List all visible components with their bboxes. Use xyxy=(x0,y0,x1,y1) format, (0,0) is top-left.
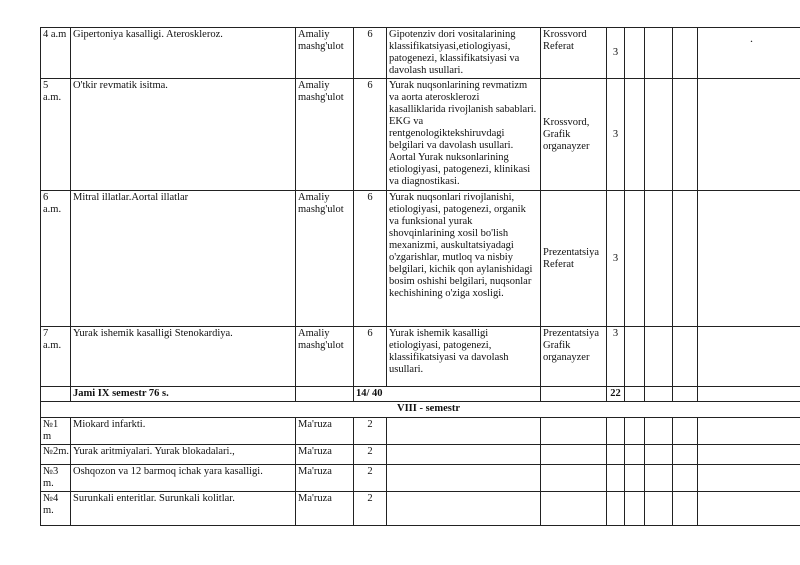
hours-cell: 2 xyxy=(354,465,387,492)
hours-cell: 2 xyxy=(354,445,387,465)
table-row xyxy=(41,492,800,526)
empty-cell xyxy=(645,327,673,387)
topic-cell: Surunkali enteritlar. Surunkali kolitlar. xyxy=(71,492,296,526)
lesson-type-cell: Amaliy mashg'ulot xyxy=(296,327,354,387)
empty-cell xyxy=(673,191,698,327)
topic-cell: O'tkir revmatik isitma. xyxy=(71,79,296,191)
empty-cell xyxy=(607,492,625,526)
empty-cell xyxy=(673,445,698,465)
row-number: №2m. xyxy=(41,445,71,465)
empty-cell xyxy=(625,445,645,465)
topic-cell: Yurak ishemik kasalligi Stenokardiya. xyxy=(71,327,296,387)
topic-cell: Gipertoniya kasalligi. Ateroskleroz. xyxy=(71,28,296,79)
schedule-page xyxy=(40,27,800,526)
lesson-type-cell: Amaliy mashg'ulot xyxy=(296,28,354,79)
empty-cell xyxy=(625,191,645,327)
empty-cell xyxy=(625,492,645,526)
total-label: Jami IX semestr 76 s. xyxy=(71,387,296,402)
empty-cell xyxy=(698,28,800,79)
score-cell: 3 xyxy=(607,79,625,191)
empty-cell xyxy=(625,387,645,402)
method-cell: Krossvord Referat xyxy=(541,28,607,79)
empty-cell xyxy=(625,418,645,445)
empty-cell xyxy=(645,445,673,465)
content-cell: Gipotenziv dori vositalarining klassifikatsiyasi,etiologiyasi, patogenezi, klassifikatsiyasi va davolash usullari. xyxy=(387,28,541,79)
content-cell: Yurak ishemik kasalligi etiologiyasi, patogenezi, klassifikatsiyasi va davolash usullari. xyxy=(387,327,541,387)
topic-cell: Mitral illatlar.Aortal illatlar xyxy=(71,191,296,327)
row-number: 5 a.m. xyxy=(41,79,71,191)
empty-cell xyxy=(698,79,800,191)
empty-cell xyxy=(607,445,625,465)
empty-cell xyxy=(645,418,673,445)
semester-header: VIII - semestr xyxy=(41,402,800,418)
table-row xyxy=(41,418,800,445)
score-cell: 3 xyxy=(607,28,625,79)
empty-cell xyxy=(41,387,71,402)
empty-cell xyxy=(541,445,607,465)
hours-cell: 2 xyxy=(354,492,387,526)
empty-cell xyxy=(607,418,625,445)
lesson-type-cell: Ma'ruza xyxy=(296,492,354,526)
score-cell: 3 xyxy=(607,327,625,387)
empty-cell xyxy=(645,492,673,526)
lesson-type-cell: Ma'ruza xyxy=(296,445,354,465)
table-row xyxy=(41,445,800,465)
empty-cell xyxy=(698,191,800,327)
empty-cell xyxy=(387,445,541,465)
empty-cell xyxy=(645,28,673,79)
lesson-type-cell: Ma'ruza xyxy=(296,418,354,445)
total-hours: 14/ 40 xyxy=(354,387,541,402)
empty-cell xyxy=(645,387,673,402)
hours-cell: 6 xyxy=(354,28,387,79)
empty-cell xyxy=(387,465,541,492)
empty-cell xyxy=(387,492,541,526)
table-row xyxy=(41,327,800,387)
hours-cell: 6 xyxy=(354,327,387,387)
total-row xyxy=(41,387,800,402)
method-cell: Prezentatsiya Referat xyxy=(541,191,607,327)
empty-cell xyxy=(645,79,673,191)
row-number: 7 a.m. xyxy=(41,327,71,387)
score-cell: 3 xyxy=(607,191,625,327)
row-number: 4 a.m xyxy=(41,28,71,79)
table-row xyxy=(41,191,800,327)
empty-cell xyxy=(625,79,645,191)
lesson-type-cell: Ma'ruza xyxy=(296,465,354,492)
empty-cell xyxy=(541,492,607,526)
hours-cell: 2 xyxy=(354,418,387,445)
empty-cell xyxy=(541,418,607,445)
content-cell: Yurak nuqsonlarining revmatizm va aorta aterosklerozi kasalliklarida rivojlanish sabablari. EKG va rentgenologiktekshiruvdagi belgilari va davolash usullari. Aortal Yurak nuksonlarining etiologiyasi, patogenezi, klinikasi va diagnostikasi. xyxy=(387,79,541,191)
empty-cell xyxy=(673,492,698,526)
empty-cell xyxy=(698,465,800,492)
hours-cell: 6 xyxy=(354,191,387,327)
table-row xyxy=(41,465,800,492)
table-row xyxy=(41,28,800,79)
empty-cell xyxy=(296,387,354,402)
topic-cell: Miokard infarkti. xyxy=(71,418,296,445)
hours-cell: 6 xyxy=(354,79,387,191)
table-row xyxy=(41,79,800,191)
method-cell: Prezentatsiya Grafik organayzer xyxy=(541,327,607,387)
empty-cell xyxy=(541,387,607,402)
empty-cell xyxy=(645,191,673,327)
empty-cell xyxy=(387,418,541,445)
empty-cell xyxy=(673,28,698,79)
lesson-type-cell: Amaliy mashg'ulot xyxy=(296,79,354,191)
empty-cell xyxy=(698,387,800,402)
empty-cell xyxy=(698,327,800,387)
method-cell: Krossvord, Grafik organayzer xyxy=(541,79,607,191)
empty-cell xyxy=(698,492,800,526)
empty-cell xyxy=(625,465,645,492)
total-score: 22 xyxy=(607,387,625,402)
empty-cell xyxy=(673,327,698,387)
corner-mark: . xyxy=(750,31,753,45)
empty-cell xyxy=(698,445,800,465)
semester-header-row xyxy=(41,402,800,418)
row-number: №3 m. xyxy=(41,465,71,492)
row-number: №1 m xyxy=(41,418,71,445)
empty-cell xyxy=(698,418,800,445)
curriculum-table xyxy=(40,27,800,526)
empty-cell xyxy=(625,327,645,387)
content-cell: Yurak nuqsonlari rivojlanishi, etiologiyasi, patogenezi, organik va funksional yurak shovqinlarining xosil bo'lish mexanizmi, auskultatsiyadagi o'zgarishlar, mutloq va nisbiy belgilari, kichik qon aylanishidagi bosim oshishi belgilari, nuqsonlar kechishining o'ziga xosligi. xyxy=(387,191,541,327)
topic-cell: Oshqozon va 12 barmoq ichak yara kasalligi. xyxy=(71,465,296,492)
empty-cell xyxy=(607,465,625,492)
empty-cell xyxy=(673,387,698,402)
row-number: 6 a.m. xyxy=(41,191,71,327)
topic-cell: Yurak aritmiyalari. Yurak blokadalari., xyxy=(71,445,296,465)
empty-cell xyxy=(625,28,645,79)
empty-cell xyxy=(673,465,698,492)
empty-cell xyxy=(673,418,698,445)
empty-cell xyxy=(541,465,607,492)
lesson-type-cell: Amaliy mashg'ulot xyxy=(296,191,354,327)
empty-cell xyxy=(673,79,698,191)
empty-cell xyxy=(645,465,673,492)
row-number: №4 m. xyxy=(41,492,71,526)
